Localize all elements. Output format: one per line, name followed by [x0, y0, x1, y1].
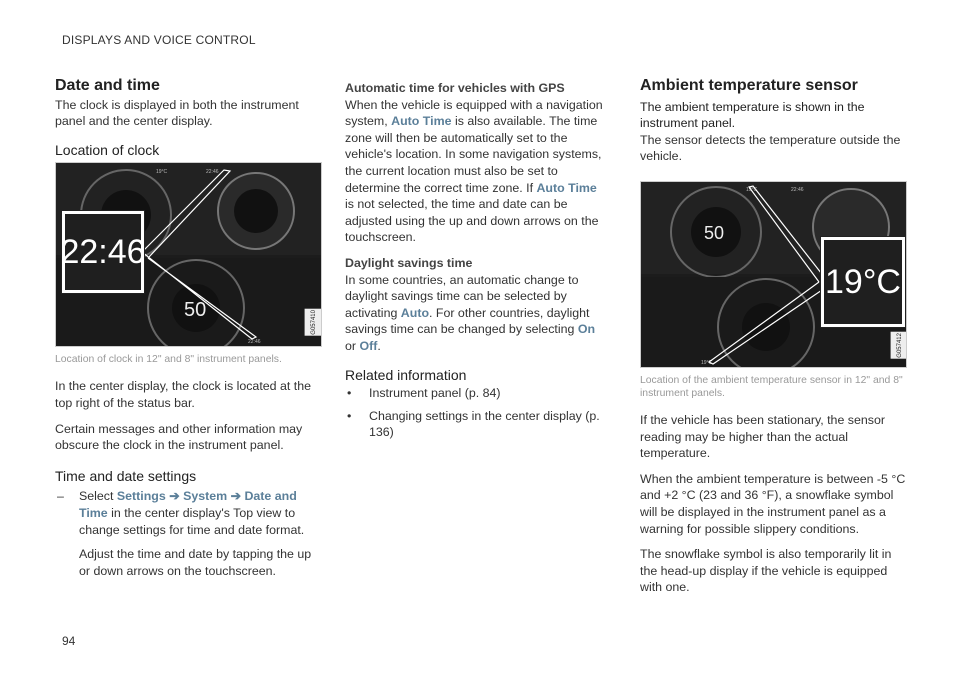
settings-steps — [55, 488, 323, 579]
temperature-sensor-figure — [640, 181, 907, 368]
bullet: • — [347, 386, 352, 401]
running-header: DISPLAYS AND VOICE CONTROL — [62, 33, 256, 47]
related-heading: Related information — [345, 366, 467, 383]
related-link-text[interactable]: Changing settings in the center display (p. 136) — [369, 408, 600, 440]
menu-path-settings: Settings — [116, 489, 166, 504]
section-title: Ambient temperature sensor — [640, 77, 858, 94]
paragraph: In the center display, the clock is located at the top right of the status bar. — [55, 379, 311, 410]
clock-readout: 22:46 — [206, 169, 219, 176]
left-column — [55, 78, 323, 588]
bullet: • — [347, 408, 352, 423]
paragraph: When the ambient temperature is between -5 °C and +2 °C (23 and 36 °F), a snowflake symbol will be displayed in the instrument panel as a warning for possible slippery conditions. — [640, 471, 906, 536]
dst-heading: Daylight savings time — [345, 255, 473, 270]
gps-paragraph: When the vehicle is equipped with a navigation system, Auto Time is also available. The time zone will then be automatically set to the vehicle's location. In some navigation systems, the current location must also be set to determine the correct time zone. If Auto Time is not selected, the time and date can be adjusted using the up and down arrows on the touchscreen. — [345, 97, 603, 245]
clock-location-figure — [55, 162, 322, 347]
figure-id: G057412 — [891, 332, 907, 359]
figure-caption: Location of clock in 12" and 8" instrument panels. — [55, 354, 282, 366]
clock-readout: 22:46 — [791, 186, 804, 193]
right-column — [640, 78, 908, 605]
temp-readout-lower: 19°C — [701, 359, 713, 366]
section-title: Date and time — [55, 77, 160, 94]
step-bullet: – — [57, 489, 64, 504]
related-link[interactable] — [345, 385, 607, 402]
dst-paragraph: In some countries, an automatic change to daylight savings time can be selected by activating Auto. For other countries, daylight savings time can be changed by selecting On or Off. — [345, 272, 596, 353]
page-number: 94 — [62, 634, 76, 648]
auto-time-term: Auto Time — [391, 114, 452, 129]
step-text: in the center display's Top view to change settings for time and date format. — [79, 505, 305, 537]
paragraph: The snowflake symbol is also temporarily lit in the head-up display if the vehicle is equipped with one. — [640, 547, 892, 595]
gps-heading: Automatic time for vehicles with GPS — [345, 81, 565, 95]
intro-text-2: The sensor detects the temperature outside the vehicle. — [640, 132, 901, 164]
intro-text: The clock is displayed in both the instrument panel and the center display. — [55, 97, 299, 129]
on-term: On — [577, 322, 596, 337]
arrow-right-icon: ➔ — [227, 489, 245, 504]
step-note: Adjust the time and date by tapping the up or down arrows on the touchscreen. — [79, 547, 312, 578]
temp-readout: 19°C — [156, 169, 168, 176]
paragraph: Certain messages and other information may obscure the clock in the instrument panel. — [55, 421, 303, 453]
clock-readout-lower: 22:46 — [248, 339, 261, 346]
related-link[interactable] — [345, 408, 607, 441]
temperature-callout: 19°C — [821, 237, 905, 327]
auto-time-term: Auto Time — [536, 180, 597, 195]
middle-column — [345, 80, 607, 447]
step-item — [55, 488, 323, 579]
speed-readout: 50 — [704, 222, 725, 243]
auto-term: Auto — [400, 305, 430, 320]
arrow-right-icon: ➔ — [165, 489, 184, 504]
related-link-text[interactable]: Instrument panel (p. 84) — [369, 386, 501, 401]
figure-id: G057410 — [305, 309, 322, 336]
settings-heading: Time and date settings — [55, 467, 197, 484]
intro-text: The ambient temperature is shown in the instrument panel. — [640, 99, 865, 131]
temp-readout: 19°C — [746, 186, 758, 193]
figure-caption: Location of the ambient temperature sensor in 12" and 8" instrument panels. — [640, 374, 903, 399]
related-list — [345, 385, 607, 441]
menu-path-system: System — [183, 489, 228, 504]
step-text: Select — [79, 489, 117, 504]
clock-callout: 22:46 — [62, 211, 144, 293]
off-term: Off — [359, 338, 378, 353]
location-heading: Location of clock — [55, 141, 160, 158]
speed-readout: 50 — [184, 299, 207, 322]
paragraph: If the vehicle has been stationary, the sensor reading may be higher than the actual temperature. — [640, 412, 885, 461]
menu-path-date-time: Date and Time — [79, 489, 297, 520]
